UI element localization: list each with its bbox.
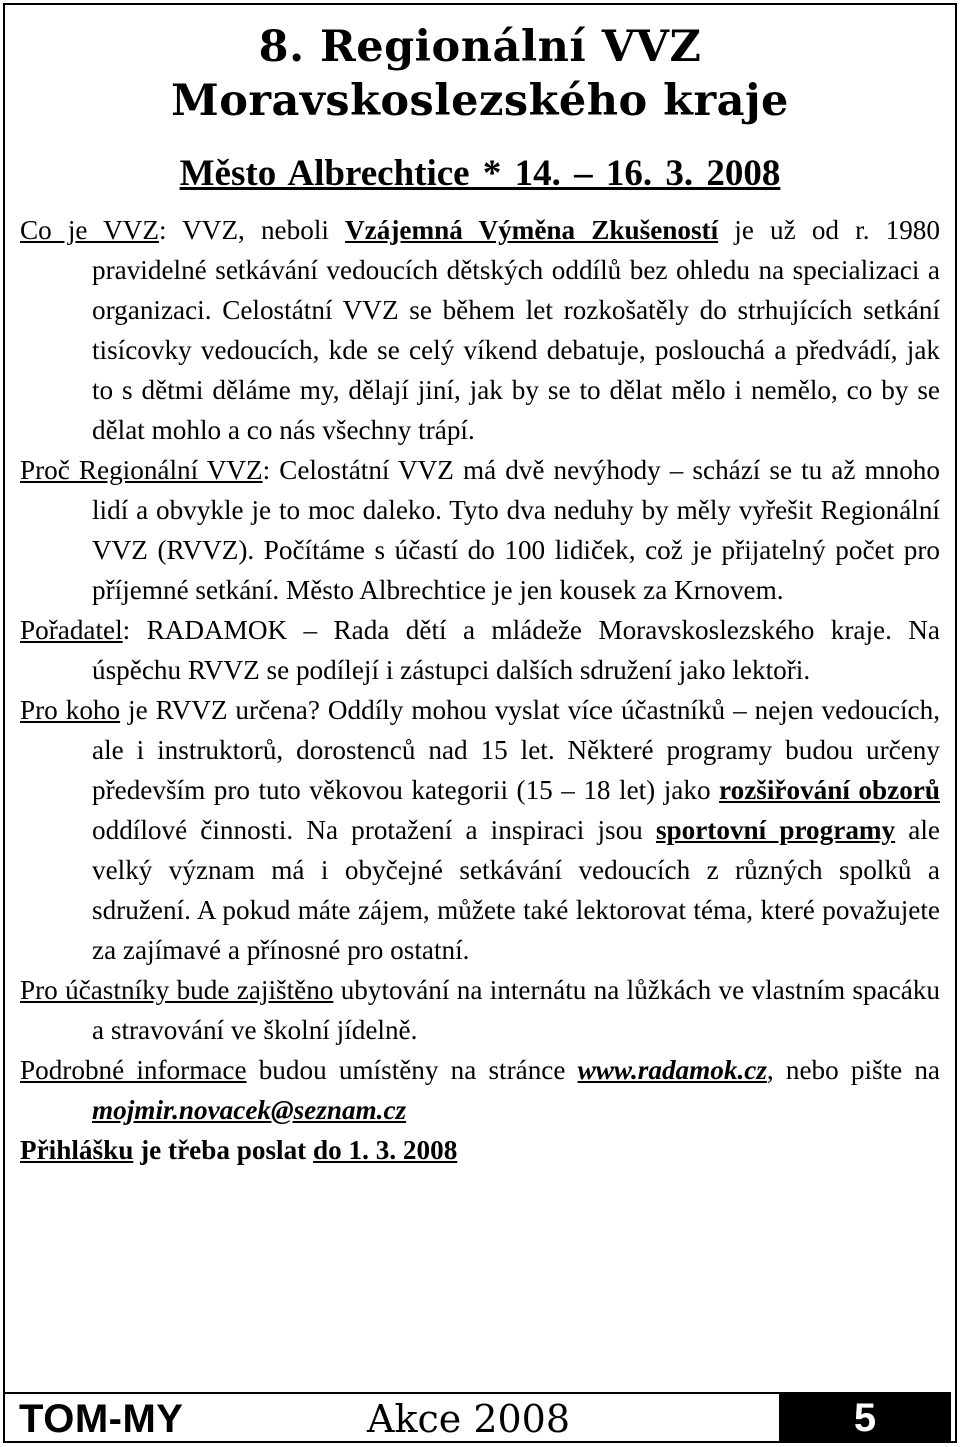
emph-vzajemna-vymena: Vzájemná Výměna Zkušeností	[345, 215, 719, 245]
page-footer	[5, 1392, 951, 1442]
website-link[interactable]: www.radamok.cz	[577, 1055, 767, 1085]
text-fragment: : Celostátní VVZ má dvě nevýhody – schází se tu až mnoho lidí a obvykle je to moc daleko. Tyto dva neduhy by měly vyřešit Regionální VVZ (RVVZ). Počítáme s účastí do 100 lidiček, což je přijatelný počet pro příjemné setkání. Město Albrechtice je jen kousek za Krnovem.	[92, 455, 940, 605]
page-title-line2: Moravskoslezského kraje	[171, 76, 789, 126]
footer-brand: TOM-MY	[19, 1397, 184, 1441]
label-poradatel: Pořadatel	[20, 615, 123, 645]
label-informace: Podrobné informace	[20, 1055, 247, 1085]
text-fragment: ale velký význam má i obyčejné setkávání vedoucích z různých spolků a sdružení. A pokud máte zájem, můžete také lektorovat téma, které považujete za zajímavé a přínosné pro ostatní.	[92, 815, 940, 965]
emph-sportovni-programy: sportovní programy	[655, 815, 896, 845]
page-title-line1: 8. Regionální VVZ	[258, 22, 702, 72]
emph-rozsirovani-obzoru: rozšiřování obzorů	[719, 775, 940, 805]
label-prihlaska: Přihlášku	[20, 1135, 134, 1165]
para-prihlaska	[20, 1130, 940, 1170]
article-body	[20, 210, 940, 1170]
email-link[interactable]: mojmir.novacek@seznam.cz	[92, 1095, 407, 1125]
event-subtitle: Město Albrechtice * 14. – 16. 3. 2008	[179, 153, 781, 194]
label-pro-koho: Pro koho	[20, 695, 121, 725]
text-fragment: ubytování na internátu na lůžkách ve vlastním spacáku a stravování ve školní jídelně.	[92, 975, 940, 1045]
para-pro-koho	[20, 690, 940, 970]
para-informace	[20, 1050, 940, 1130]
para-co-je-vvz	[20, 210, 940, 450]
page-number: 5	[779, 1394, 951, 1442]
text-fragment: je RVVZ určena? Oddíly mohou vyslat více účastníků – nejen vedoucích, ale i instruktorů, dorostenců nad 15 let. Některé programy budou určeny především pro tuto věkovou kategorii (15 – 18 let) jako	[92, 695, 940, 805]
para-poradatel	[20, 610, 940, 690]
text-fragment: budou umístěny na stránce	[246, 1055, 578, 1085]
text-fragment: oddílové činnosti. Na protažení a inspiraci jsou	[92, 815, 656, 845]
text-fragment: je třeba poslat	[133, 1135, 314, 1165]
label-proc: Proč Regionální VVZ	[20, 455, 263, 485]
label-ucastnici: Pro účastníky bude zajištěno	[20, 975, 334, 1005]
label-co-je-vvz: Co je VVZ	[20, 215, 159, 245]
text-fragment: , nebo pište na	[766, 1055, 941, 1085]
footer-issue: Akce 2008	[367, 1397, 571, 1441]
text-fragment: je už od r. 1980 pravidelné setkávání vedoucích dětských oddílů bez ohledu na specializaci a organizaci. Celostátní VVZ se během let rozkošatěly do strhujících setkání tisícovky vedoucích, kde se celý víkend debatuje, poslouchá a předvádí, jak to s dětmi děláme my, dělají jiní, jak by se to dělat mělo i nemělo, co by se dělat mohlo a co nás všechny trápí.	[92, 215, 940, 445]
deadline-date: do 1. 3. 2008	[313, 1135, 458, 1165]
text-fragment: : RADAMOK – Rada dětí a mládeže Moravskoslezského kraje. Na úspěchu RVVZ se podílejí i zástupci dalších sdružení jako lektoři.	[92, 615, 940, 685]
text-fragment: : VVZ, neboli	[158, 215, 346, 245]
para-ucastnici	[20, 970, 940, 1050]
para-proc	[20, 450, 940, 610]
